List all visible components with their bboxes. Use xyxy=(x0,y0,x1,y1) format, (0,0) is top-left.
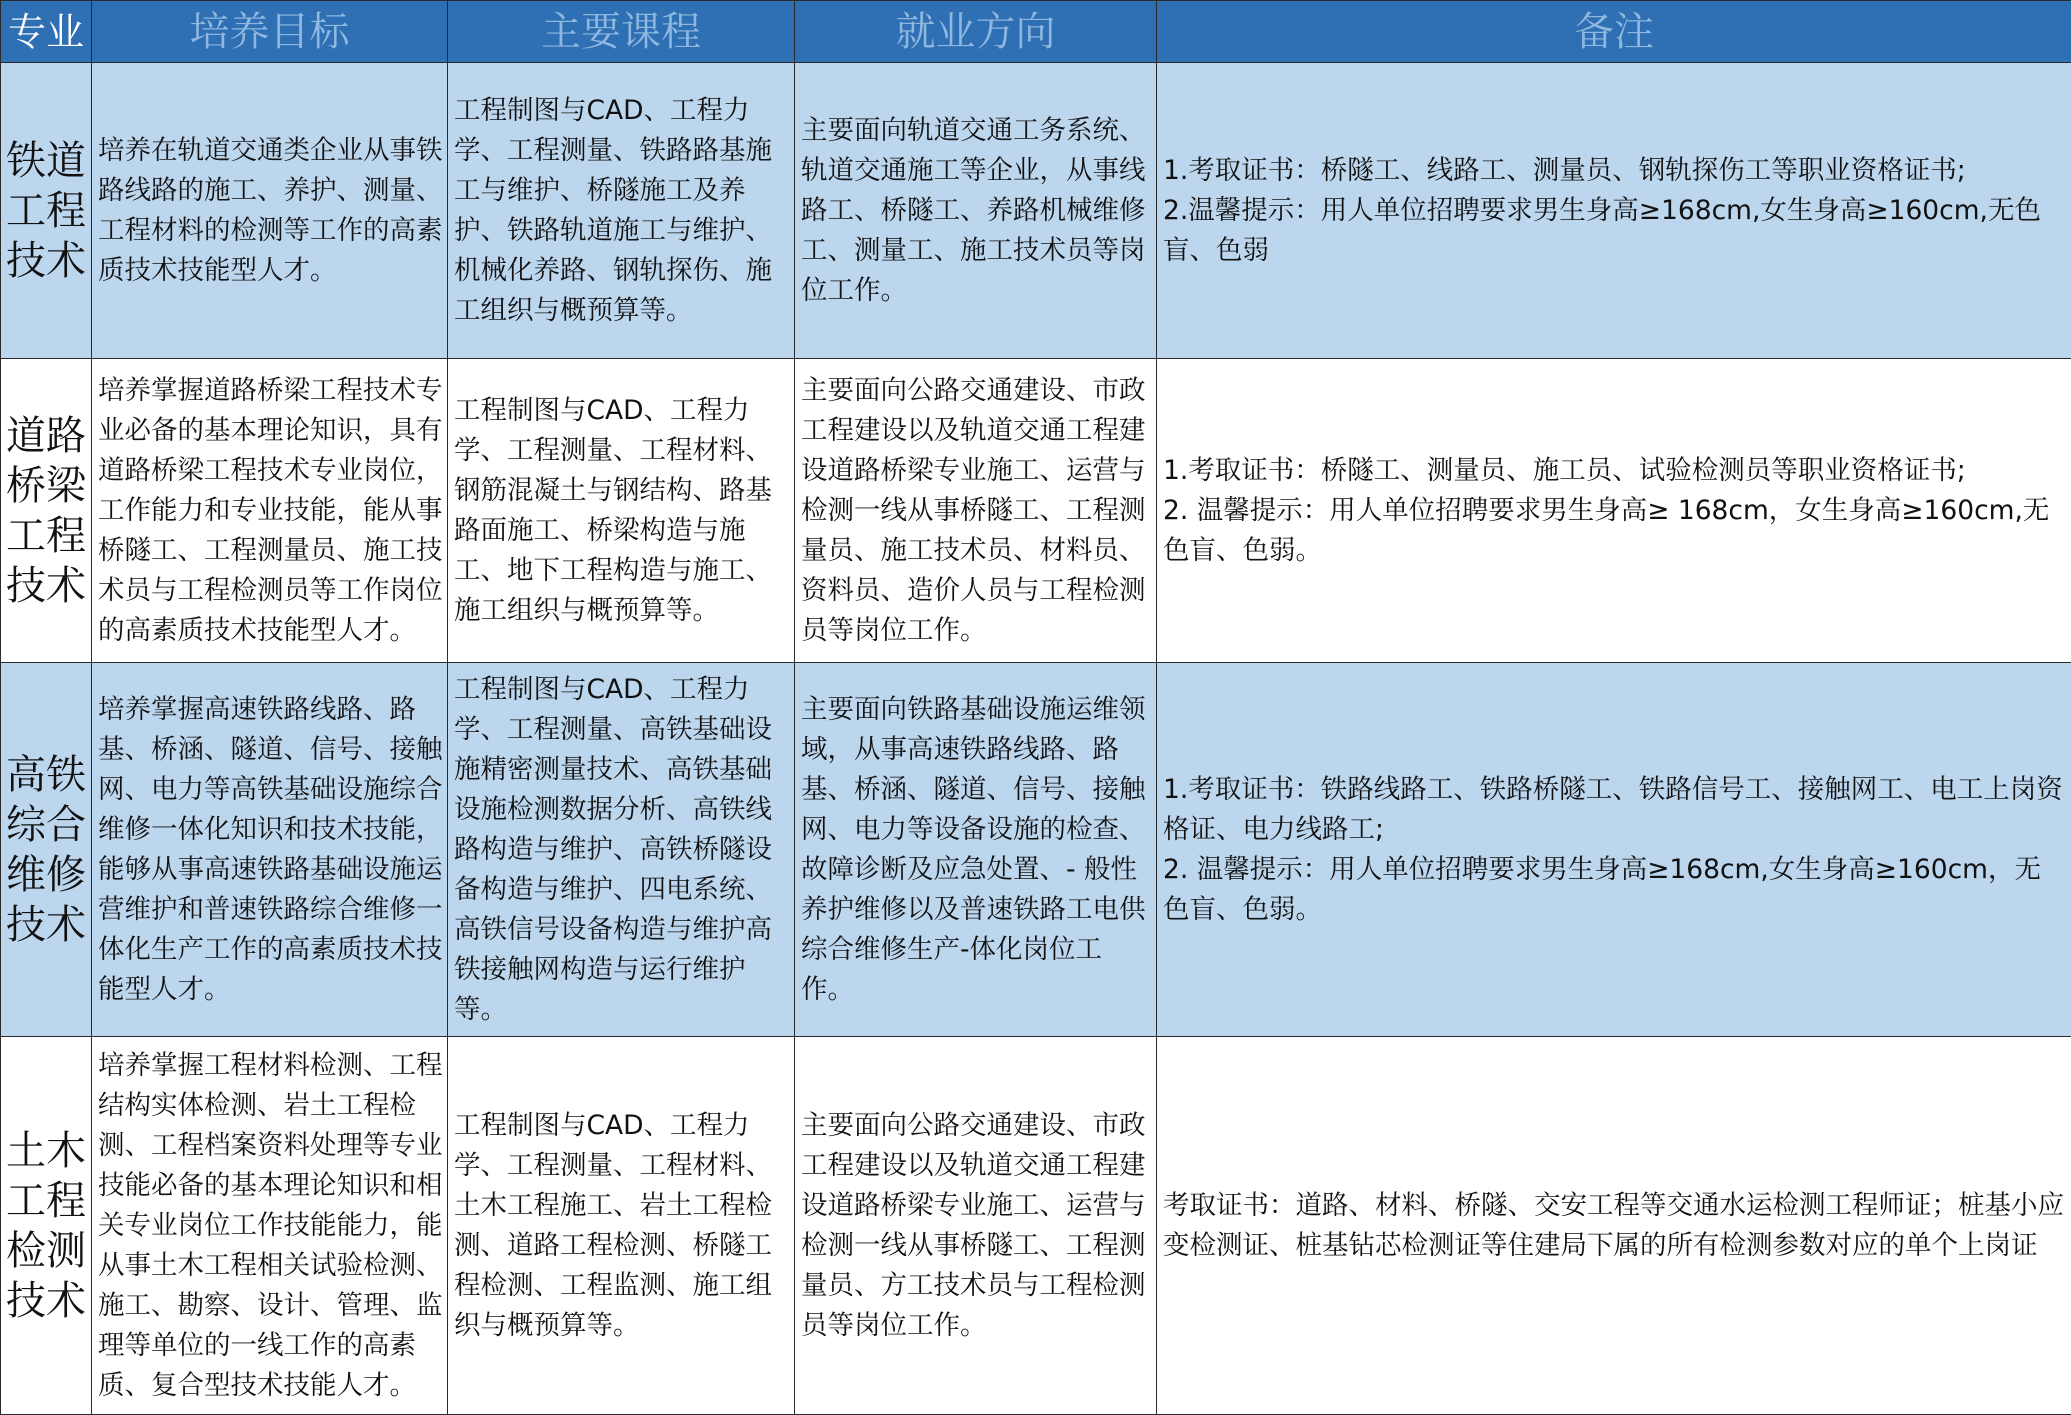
career-cell: 主要面向铁路基础设施运维领域，从事高速铁路线路、路基、桥涵、隧道、信号、接触网、电力等设备设施的检查、故障诊断及应急处置、- 般性养护维修以及普速铁路工电供综合维修生产-体化岗位工作。 xyxy=(795,663,1157,1037)
courses-cell: 工程制图与CAD、工程力学、工程测量、高铁基础设施精密测量技术、高铁基础设施检测数据分析、高铁线路构造与维护、高铁桥隧设备构造与维护、四电系统、高铁信号设备构造与维护高铁接触网构造与运行维护等。 xyxy=(448,663,795,1037)
header-notes: 备注 xyxy=(1157,1,2071,63)
career-cell: 主要面向公路交通建设、市政工程建设以及轨道交通工程建设道路桥梁专业施工、运营与检测一线从事桥隧工、工程测量员、施工技术员、材料员、资料员、造价人员与工程检测员等岗位工作。 xyxy=(795,359,1157,663)
major-name: 铁道工程技术 xyxy=(6,136,86,286)
header-row xyxy=(1,1,2071,63)
header-courses: 主要课程 xyxy=(448,1,795,63)
courses-cell: 工程制图与CAD、工程力学、工程测量、铁路路基施工与维护、桥隧施工及养护、铁路轨道施工与维护、机械化养路、钢轨探伤、施工组织与概预算等。 xyxy=(448,63,795,359)
major-name: 高铁综合维修技术 xyxy=(6,750,86,950)
career-cell: 主要面向公路交通建设、市政工程建设以及轨道交通工程建设道路桥梁专业施工、运营与检测一线从事桥隧工、工程测量员、方工技术员与工程检测员等岗位工作。 xyxy=(795,1037,1157,1415)
header-goal: 培养目标 xyxy=(92,1,448,63)
notes-cell: 1.考取证书：铁路线路工、铁路桥隧工、铁路信号工、接触网工、电工上岗资格证、电力线路工; 2. 温馨提示：用人单位招聘要求男生身高≥168cm,女生身高≥160cm，无色盲、色弱。 xyxy=(1157,663,2071,1037)
header-career: 就业方向 xyxy=(795,1,1157,63)
major-cell xyxy=(1,63,92,359)
table-row xyxy=(1,63,2071,359)
major-cell xyxy=(1,1037,92,1415)
header-major: 专业 xyxy=(1,1,92,63)
career-cell: 主要面向轨道交通工务系统、轨道交通施工等企业，从事线路工、桥隧工、养路机械维修工、测量工、施工技术员等岗位工作。 xyxy=(795,63,1157,359)
major-cell xyxy=(1,663,92,1037)
courses-cell: 工程制图与CAD、工程力学、工程测量、工程材料、钢筋混凝土与钢结构、路基路面施工、桥梁构造与施工、地下工程构造与施工、施工组织与概预算等。 xyxy=(448,359,795,663)
notes-cell: 考取证书：道路、材料、桥隧、交安工程等交通水运检测工程师证；桩基小应变检测证、桩基钻芯检测证等住建局下属的所有检测参数对应的单个上岗证 xyxy=(1157,1037,2071,1415)
goal-cell: 培养掌握道路桥梁工程技术专业必备的基本理论知识，具有道路桥梁工程技术专业岗位，工作能力和专业技能，能从事桥隧工、工程测量员、施工技术员与工程检测员等工作岗位的高素质技术技能型人才。 xyxy=(92,359,448,663)
notes-cell: 1.考取证书：桥隧工、测量员、施工员、试验检测员等职业资格证书; 2. 温馨提示：用人单位招聘要求男生身高≥ 168cm，女生身高≥160cm,无色盲、色弱。 xyxy=(1157,359,2071,663)
table-row xyxy=(1,359,2071,663)
notes-cell: 1.考取证书：桥隧工、线路工、测量员、钢轨探伤工等职业资格证书; 2.温馨提示：用人单位招聘要求男生身高≥168cm,女生身高≥160cm,无色盲、色弱 xyxy=(1157,63,2071,359)
goal-cell: 培养掌握工程材料检测、工程结构实体检测、岩土工程检测、工程档案资料处理等专业技能必备的基本理论知识和相关专业岗位工作技能能力，能从事土木工程相关试验检测、施工、勘察、设计、管理、监理等单位的一线工作的高素质、复合型技术技能人才。 xyxy=(92,1037,448,1415)
major-cell xyxy=(1,359,92,663)
table-row xyxy=(1,1037,2071,1415)
goal-cell: 培养在轨道交通类企业从事铁路线路的施工、养护、测量、工程材料的检测等工作的高素质技术技能型人才。 xyxy=(92,63,448,359)
table-row xyxy=(1,663,2071,1037)
goal-cell: 培养掌握高速铁路线路、路基、桥涵、隧道、信号、接触网、电力等高铁基础设施综合维修一体化知识和技术技能，能够从事高速铁路基础设施运营维护和普速铁路综合维修一体化生产工作的高素质技术技能型人才。 xyxy=(92,663,448,1037)
major-name: 土木工程检测技术 xyxy=(6,1126,86,1326)
major-name: 道路桥梁工程技术 xyxy=(6,411,86,611)
courses-cell: 工程制图与CAD、工程力学、工程测量、工程材料、土木工程施工、岩土工程检测、道路工程检测、桥隧工程检测、工程监测、施工组织与概预算等。 xyxy=(448,1037,795,1415)
